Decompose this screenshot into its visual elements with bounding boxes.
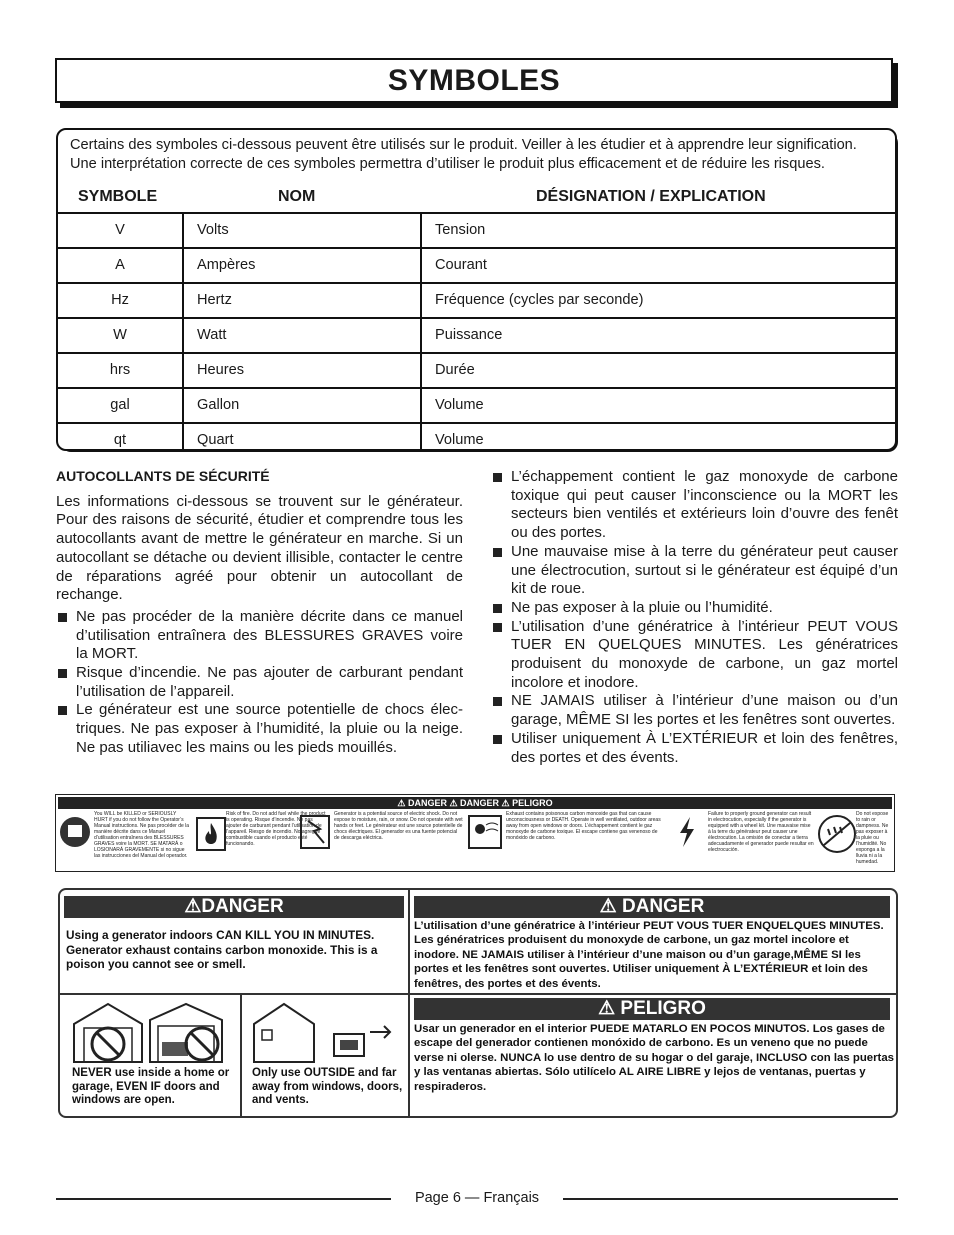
lightning-icon <box>672 815 702 849</box>
label-divider <box>60 993 896 995</box>
bullet-item: Risque d’incendie. Ne pas ajouter de carburant pendant l’utilisation de l’appareil. <box>56 664 463 701</box>
col-header-name: NOM <box>278 188 316 205</box>
outdoor-use-icon <box>250 1000 400 1064</box>
decal-pane-rain: Do not expose to rain or dampness. Ne pas exposer à la pluie ou l’humidité. No exponga a la lluvia ni a la humedad. <box>856 811 890 869</box>
fire-icon <box>196 817 226 851</box>
decal-pane-exhaust: Exhaust contains poisonous carbon monoxide gas that can cause unconsciousness or DEATH. Operate in well ventilated, outdoor areas away from open windows or doors. L’échappement contient le gaz monoxyde de carbone toxique. El escape contiene gas venenoso de monóxido de carbono. <box>506 811 662 869</box>
name-cell: Quart <box>197 432 234 448</box>
description-cell: Tension <box>435 222 486 238</box>
description-cell: Volume <box>435 432 484 448</box>
label-divider <box>408 890 410 1116</box>
peligro-text: Usar un generador en el interior PUEDE MATARLO EN POCOS MINUTOS. Los gases de escape del generador contienen monóxido de carbono. Es un veneno que no puede verse ni olerse. NUNCA lo use dentro de su hogar o del garaje, INCLUSO con las puertas y las ventanas abiertas. Sólo utilícelo AL AIRE LIBRE y lejos de ventanas, puertas y respiraderos. <box>414 1023 895 1093</box>
decal-strip <box>55 794 895 872</box>
col-header-description: DÉSIGNATION / EXPLICATION <box>536 188 766 205</box>
symbol-cell: V <box>115 222 125 238</box>
safety-paragraph: Les informations ci-dessous se trouvent sur le générateur. Pour des raisons de sécurité, étudier et comprendre tous les autocollants avant de mettre le générateur en marche. Si un autocollant se détache ou devient illisible, contacter le centre de réparations agréé pour obtenir un autocollant de rechange. <box>56 492 463 604</box>
indoor-prohibited-icon <box>70 1000 234 1064</box>
outdoor-only-caption: Only use OUTSIDE and far away from windows, doors, and vents. <box>252 1067 403 1106</box>
decal-pane-ground: Failure to properly ground generator can result in electrocution, especially if the generator is equipped with a wheel kit. Une mauvaise mise à la terre du générateur peut causer une électrocution. La omisión de conectar a tierra adecuadamente el generador puede resultar en electrocución. <box>708 811 814 869</box>
page-title: SYMBOLES <box>55 58 893 103</box>
carbon-monoxide-icon <box>468 815 502 849</box>
bullet-item: NE JAMAIS utiliser à l’intérieur d’une maison ou d’un garage, MÊME SI les portes et les fenêtres sont ouvertes. <box>491 692 898 729</box>
symbol-cell: W <box>113 327 127 343</box>
section-heading: AUTOCOLLANTS DE SÉCURITÉ <box>56 468 270 484</box>
decal-pane-shock: Generator is a potential source of electric shock. Do not expose to moisture, rain, or snow. Do not operate with wet hands or feet. Le générateur est une source potentielle de chocs électriques. El generador es una fuente potencial de descarga eléctrica. <box>334 811 464 869</box>
name-cell: Volts <box>197 222 229 238</box>
decal-strip-header: ⚠ DANGER ⚠ DANGER ⚠ PELIGRO <box>58 797 892 809</box>
decal-pane-fire: Risk of fire. Do not add fuel while the product is operating. Risque d’incendie. Ne pas ajouter de carburant pendant l’utilisation de l’appareil. Riesgo de incendio. No agregue combustible cuando el producto esté funcionando. <box>226 811 326 869</box>
description-cell: Puissance <box>435 327 503 343</box>
symbol-cell: Hz <box>111 292 129 308</box>
symbol-cell: qt <box>113 432 127 448</box>
peligro-header: ⚠ PELIGRO <box>414 998 890 1020</box>
bullet-item: L’utilisation d’une génératrice à l’intérieur PEUT VOUS TUER EN QUELQUES MINUTES. Les génératrices produisent du monoxyde de carbone, un gaz mortel incolore et inodore. <box>491 618 898 693</box>
read-manual-icon <box>60 817 90 847</box>
symbol-cell: gal <box>110 397 130 413</box>
description-cell: Volume <box>435 397 484 413</box>
name-cell: Gallon <box>197 397 240 413</box>
name-cell: Heures <box>197 362 245 378</box>
danger-fr-header: ⚠ DANGER <box>414 896 890 918</box>
electric-shock-icon <box>300 815 330 849</box>
symbol-cell: A <box>115 257 125 273</box>
symbol-cell: hrs <box>109 362 131 378</box>
left-column <box>56 467 463 758</box>
danger-en-text: Using a generator indoors CAN KILL YOU IN MINUTES. Generator exhaust contains carbon monoxide. This is a poison you cannot see or smell. <box>66 928 378 971</box>
symbols-intro: Certains des symboles ci-dessous peuvent être utilisés sur le produit. Veiller à les étudier et à apprendre leur signification. Une interprétation correcte de ces symboles permettra d’utiliser le produit plus efficacement et de réduire les risques. <box>70 137 857 172</box>
decal-pane-manual: You WILL be KILLED or SERIOUSLY HURT if you do not follow the Operator’s Manual instructions. Ne pas procéder de la manière décrite dans ce Manuel d’utilisation entraînera des BLESSURES GRAVES voire la MORT. SE MATARÁ o LOSIONARÁ GRAVEMENTE si no sigue las instrucciones del Manual del operador. <box>94 811 190 869</box>
column-divider <box>182 212 184 449</box>
bullet-item: Une mauvaise mise à la terre du générateur peut causer une électrocution, surtout si le générateur est équipé d’un kit de roue. <box>491 543 898 599</box>
name-cell: Watt <box>197 327 227 343</box>
danger-en-header: ⚠DANGER <box>64 896 404 918</box>
bullet-item: Le générateur est une source potentielle de chocs électriques. Ne pas exposer à l’humidité, la pluie ou la neige. Ne pas utiliavec les mains ou les pieds mouillés. <box>56 701 463 757</box>
name-cell: Ampères <box>197 257 256 273</box>
danger-fr-text: L’utilisation d’une génératrice à l’intérieur PEUT VOUS TUER ENQUELQUES MINUTES. Les génératrices produisent du monoxyde de carbone, un gaz mortel incolore et inodore. NE JAMAIS utiliser à l’intérieur d’une maison ou d’un garage,MÊME SI les portes et les fenêtres sont ouvertes. Utiliser uniquement À L’EXTÉRIEUR et loin des fenêtres, des portes et des évents. <box>414 920 884 990</box>
bullet-item: L’échappement contient le gaz monoxyde de carbone toxique qui peut causer l’inconscience ou la MORT les secteurs bien ventilés et extérieurs loin d’ouvre des fenêt ou des portes. <box>491 468 898 543</box>
right-bullet-list <box>491 468 898 767</box>
description-cell: Courant <box>435 257 487 273</box>
bullet-item: Ne pas exposer à la pluie ou l’humidité. <box>491 599 898 618</box>
danger-label <box>58 888 898 1118</box>
right-column <box>491 468 898 767</box>
left-bullet-list <box>56 608 463 758</box>
bullet-item: Ne pas procéder de la manière décrite dans ce manuel d’utilisation entraînera des BLESSURES GRAVES voire la MORT. <box>56 608 463 664</box>
description-cell: Fréquence (cycles par seconde) <box>435 292 644 308</box>
col-header-symbol: SYMBOLE <box>78 188 158 205</box>
never-indoors-caption: NEVER use inside a home or garage, EVEN IF doors and windows are open. <box>72 1067 230 1106</box>
symbols-box <box>56 128 897 451</box>
description-cell: Durée <box>435 362 475 378</box>
no-rain-icon <box>818 815 856 853</box>
column-divider <box>420 212 422 449</box>
bullet-item: Utiliser uniquement À L’EXTÉRIEUR et loin des fenêtres, des portes et des évents. <box>491 730 898 767</box>
name-cell: Hertz <box>197 292 232 308</box>
page-footer: Page 6 — Français <box>414 1190 540 1206</box>
